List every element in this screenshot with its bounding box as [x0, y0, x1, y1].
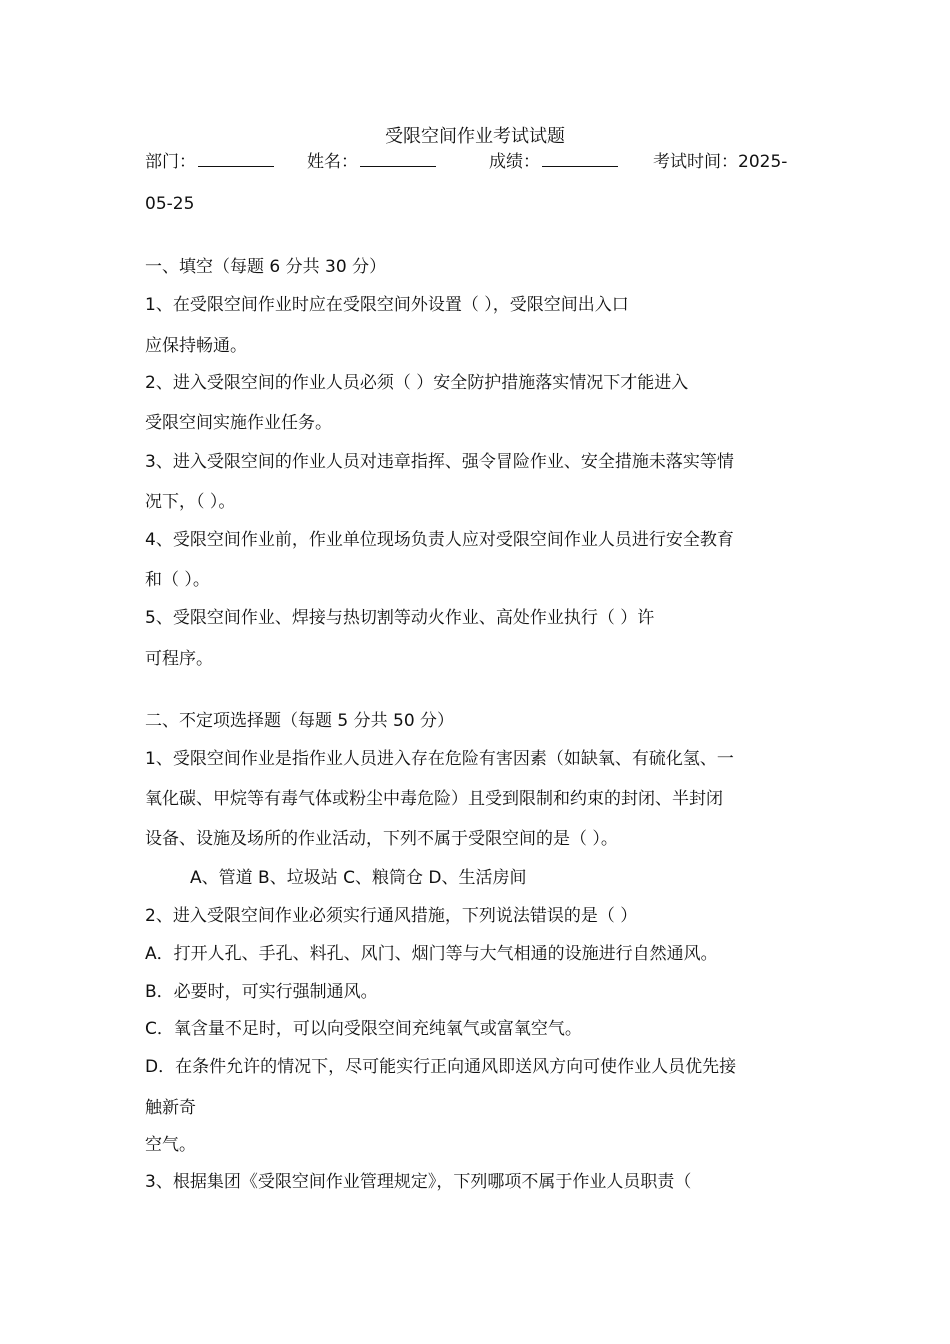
score-blank — [542, 150, 618, 167]
question3-stem: 3、根据集团《受限空间作业管理规定》，下列哪项不属于作业人员职责（ — [145, 1172, 692, 1192]
section1-line: 1、在受限空间作业时应在受限空间外设置（ ），受限空间出入口 — [145, 295, 629, 315]
section2-heading: 二、不定项选择题（每题 5 分共 50 分） — [145, 711, 455, 731]
question1-line: 1、受限空间作业是指作业人员进入存在危险有害因素（如缺氧、有硫化氢、一 — [145, 749, 734, 769]
section1-line: 4、受限空间作业前，作业单位现场负责人应对受限空间作业人员进行安全教育 — [145, 530, 734, 550]
question1-line: 氧化碳、甲烷等有毒气体或粉尘中毒危险）且受到限制和约束的封闭、半封闭 — [145, 789, 723, 809]
exam-time: 考试时间：2025- — [653, 152, 788, 172]
question2-stem: 2、进入受限空间作业必须实行通风措施，下列说法错误的是（ ） — [145, 906, 638, 926]
question2-option: C．氧含量不足时，可以向受限空间充纯氧气或富氧空气。 — [145, 1019, 582, 1039]
score-label: 成绩： — [489, 152, 540, 172]
department-blank — [198, 150, 274, 167]
question1-options: A、管道 B、垃圾站 C、粮筒仓 D、生活房间 — [190, 868, 527, 888]
exam-time-continued: 05-25 — [145, 194, 195, 214]
section1-line: 受限空间实施作业任务。 — [145, 413, 332, 433]
question2-option: B．必要时，可实行强制通风。 — [145, 982, 378, 1002]
section1-line: 2、进入受限空间的作业人员必须（ ）安全防护措施落实情况下才能进入 — [145, 373, 689, 393]
exam-title: 受限空间作业考试试题 — [385, 126, 565, 147]
section1-line: 应保持畅通。 — [145, 336, 247, 356]
section1-line: 和（ ）。 — [145, 570, 210, 590]
section1-line: 5、受限空间作业、焊接与热切割等动火作业、高处作业执行（ ）许 — [145, 608, 655, 628]
section1-line: 可程序。 — [145, 649, 213, 669]
question2-option: D．在条件允许的情况下，尽可能实行正向通风即送风方向可使作业人员优先接 — [145, 1057, 737, 1077]
name-label: 姓名： — [307, 152, 358, 172]
name-blank — [360, 150, 436, 167]
section1-heading: 一、填空（每题 6 分共 30 分） — [145, 257, 387, 277]
department-label: 部门： — [145, 152, 196, 172]
question2-option: A．打开人孔、手孔、料孔、风门、烟门等与大气相通的设施进行自然通风。 — [145, 944, 718, 964]
question1-line: 设备、设施及场所的作业活动，下列不属于受限空间的是（ ）。 — [145, 829, 618, 849]
section1-line: 况下，（ ）。 — [145, 492, 236, 512]
question2-option: 触新奇 — [145, 1098, 196, 1118]
name-field — [307, 150, 436, 174]
score-field — [489, 150, 618, 174]
section1-line: 3、进入受限空间的作业人员对违章指挥、强令冒险作业、安全措施未落实等情 — [145, 452, 734, 472]
question2-option: 空气。 — [145, 1135, 196, 1155]
department-field — [145, 150, 274, 174]
